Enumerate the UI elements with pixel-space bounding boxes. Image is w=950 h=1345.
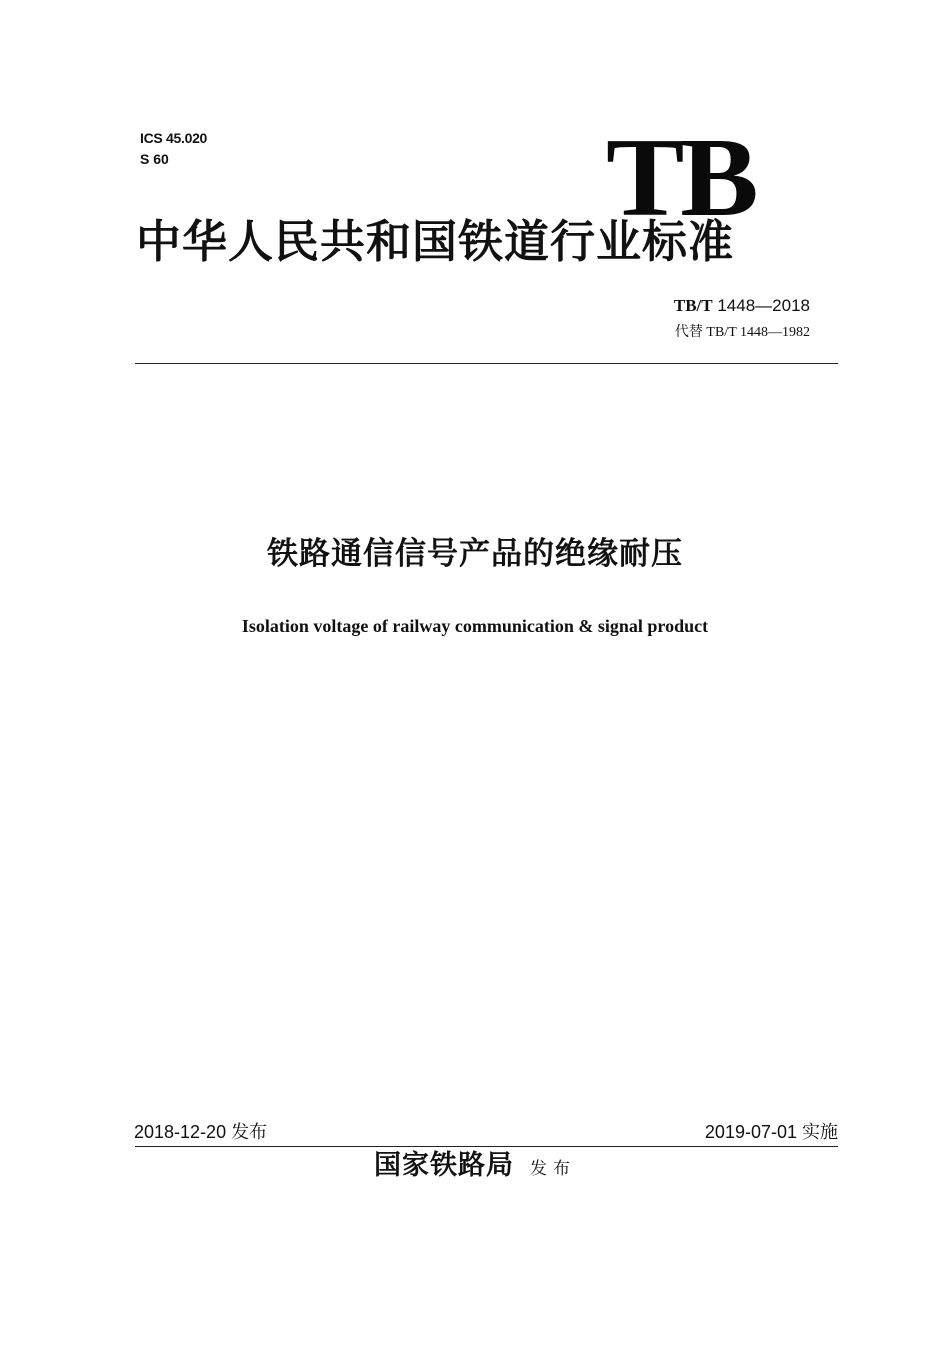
- issuer-name: 国家铁路局: [374, 1150, 514, 1181]
- document-title-cn: 铁路通信信号产品的绝缘耐压: [267, 536, 683, 572]
- header-divider: [135, 363, 838, 364]
- implementation-date: 2019-07-01 实施: [704, 1122, 838, 1142]
- issue-action: 发布: [530, 1159, 576, 1179]
- ics-code: ICS 45.020: [140, 130, 208, 146]
- standard-category-title: 中华人民共和国铁道行业标准: [136, 215, 735, 268]
- document-title-en: Isolation voltage of railway communication & signal product: [241, 616, 709, 636]
- issuer-line: [0, 1145, 950, 1190]
- standard-number-value: 1448—2018: [712, 296, 810, 315]
- tb-logo: TB: [606, 116, 755, 240]
- classification-code: S 60: [140, 151, 169, 167]
- issue-date: 2018-12-20 发布: [134, 1122, 268, 1142]
- standard-prefix: TB/T: [673, 296, 713, 315]
- standard-number: [674, 294, 810, 318]
- replaces-standard: 代替 TB/T 1448—1982: [674, 325, 810, 340]
